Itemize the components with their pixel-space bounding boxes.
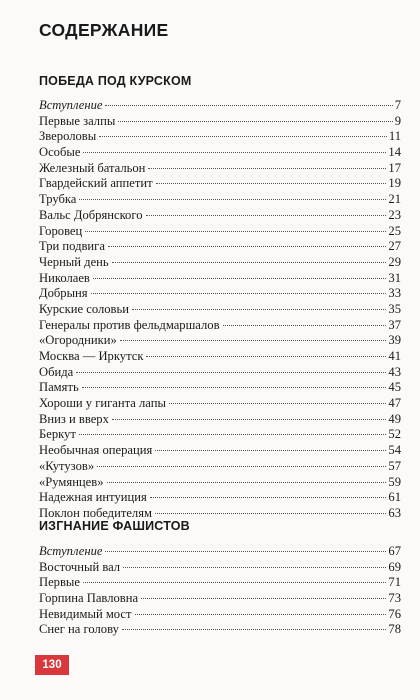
toc-entry-page: 27 bbox=[388, 239, 401, 254]
toc-entry-page: 39 bbox=[388, 333, 401, 348]
toc-entry-title: Добрыня bbox=[39, 286, 88, 301]
toc-entry-page: 14 bbox=[388, 145, 401, 160]
toc-entry bbox=[39, 380, 401, 396]
toc-entry-title: Память bbox=[39, 380, 79, 395]
dot-leader bbox=[123, 566, 386, 568]
toc-entry bbox=[39, 176, 401, 192]
toc-entry-title: Трубка bbox=[39, 192, 77, 207]
dot-leader bbox=[79, 198, 386, 200]
toc-entry bbox=[39, 591, 401, 607]
dot-leader bbox=[91, 292, 387, 294]
dot-leader bbox=[135, 613, 387, 615]
toc-entry-title: Николаев bbox=[39, 270, 90, 285]
toc-entry-title: Вальс Добрянского bbox=[39, 207, 143, 222]
dot-leader bbox=[223, 324, 387, 326]
toc-entry-page: 29 bbox=[388, 254, 401, 269]
toc-entry-page: 25 bbox=[388, 223, 401, 238]
toc-entry-page: 71 bbox=[388, 575, 401, 590]
toc-entry bbox=[39, 286, 401, 302]
toc-entry bbox=[39, 161, 401, 177]
toc-entry-page: 23 bbox=[388, 207, 401, 222]
toc-entry bbox=[39, 396, 401, 412]
toc-entry-page: 76 bbox=[388, 606, 401, 621]
toc-entry bbox=[39, 114, 401, 130]
toc-entry-page: 63 bbox=[388, 505, 401, 520]
section-title-kursk: ПОБЕДА ПОД КУРСКОМ bbox=[39, 74, 192, 88]
section-title-expulsion: ИЗГНАНИЕ ФАШИСТОВ bbox=[39, 519, 190, 533]
toc-entry-page: 19 bbox=[388, 176, 401, 191]
page-number-badge: 130 bbox=[35, 655, 69, 675]
toc-entry bbox=[39, 544, 401, 560]
dot-leader bbox=[169, 402, 386, 404]
toc-entry-title: Хороши у гиганта лапы bbox=[39, 396, 166, 411]
toc-entry bbox=[39, 255, 401, 271]
toc-entry bbox=[39, 365, 401, 381]
dot-leader bbox=[132, 308, 386, 310]
dot-leader bbox=[118, 120, 392, 122]
toc-entry-page: 43 bbox=[388, 364, 401, 379]
toc-entry bbox=[39, 129, 401, 145]
toc-entry bbox=[39, 490, 401, 506]
dot-leader bbox=[93, 277, 387, 279]
dot-leader bbox=[146, 355, 386, 357]
toc-entry-title: Восточный вал bbox=[39, 559, 121, 574]
toc-entry bbox=[39, 622, 401, 638]
toc-entry bbox=[39, 560, 401, 576]
toc-entry-title: Черный день bbox=[39, 254, 109, 269]
toc-entry-page: 52 bbox=[388, 427, 401, 442]
toc-entry-title: Обида bbox=[39, 364, 74, 379]
dot-leader bbox=[82, 386, 387, 388]
toc-entry-title: Особые bbox=[39, 145, 81, 160]
toc-entry bbox=[39, 607, 401, 623]
toc-entry-page: 59 bbox=[388, 474, 401, 489]
toc-entry bbox=[39, 349, 401, 365]
toc-entry-title: Первые залпы bbox=[39, 113, 116, 128]
toc-entry bbox=[39, 145, 401, 161]
dot-leader bbox=[79, 433, 387, 435]
toc-entry bbox=[39, 443, 401, 459]
toc-entry-page: 33 bbox=[388, 286, 401, 301]
dot-leader bbox=[155, 449, 386, 451]
toc-entry-title: Вниз и вверх bbox=[39, 411, 109, 426]
toc-entry-title: Гвардейский аппетит bbox=[39, 176, 153, 191]
dot-leader bbox=[76, 371, 386, 373]
dot-leader bbox=[120, 339, 387, 341]
dot-leader bbox=[146, 214, 387, 216]
page-title: СОДЕРЖАНИЕ bbox=[39, 20, 169, 40]
toc-entry-page: 45 bbox=[388, 380, 401, 395]
dot-leader bbox=[155, 512, 386, 514]
dot-leader bbox=[85, 230, 386, 232]
toc-entry-title: Курские соловьи bbox=[39, 301, 129, 316]
toc-entry-title: Горпина Павловна bbox=[39, 591, 139, 606]
toc-entry-page: 61 bbox=[388, 490, 401, 505]
toc-entry-page: 41 bbox=[388, 349, 401, 363]
toc-entry bbox=[39, 239, 401, 255]
dot-leader bbox=[148, 167, 386, 169]
toc-entry-title: «Огородники» bbox=[39, 333, 117, 348]
toc-entry-title: Вступление bbox=[39, 98, 103, 112]
toc-entry-title: Невидимый мост bbox=[39, 606, 132, 621]
toc-entry-page: 54 bbox=[388, 443, 401, 458]
toc-entry bbox=[39, 459, 401, 475]
toc-entry bbox=[39, 271, 401, 287]
toc-entry-title: Генералы против фельдмаршалов bbox=[39, 317, 220, 332]
toc-entry-title: Москва — Иркутск bbox=[39, 349, 144, 363]
toc-entry-page: 9 bbox=[394, 113, 401, 128]
toc-entry bbox=[39, 98, 401, 114]
dot-leader bbox=[99, 135, 387, 137]
toc-entry-title: Беркут bbox=[39, 427, 76, 442]
toc-entry-page: 67 bbox=[388, 544, 401, 558]
dot-leader bbox=[150, 496, 387, 498]
toc-list-kursk bbox=[39, 98, 401, 522]
toc-entry-title: Железный батальон bbox=[39, 160, 146, 175]
toc-entry-page: 73 bbox=[388, 591, 401, 606]
dot-leader bbox=[97, 465, 386, 467]
toc-entry-title: Надежная интуиция bbox=[39, 490, 147, 505]
toc-entry bbox=[39, 208, 401, 224]
toc-entry-page: 11 bbox=[388, 129, 401, 144]
toc-entry-page: 31 bbox=[388, 270, 401, 285]
toc-entry-page: 17 bbox=[388, 160, 401, 175]
toc-entry-title: Вступление bbox=[39, 544, 103, 558]
toc-entry bbox=[39, 318, 401, 334]
toc-entry bbox=[39, 575, 401, 591]
toc-entry-page: 78 bbox=[388, 622, 401, 637]
toc-entry bbox=[39, 475, 401, 491]
dot-leader bbox=[112, 418, 387, 420]
toc-entry bbox=[39, 427, 401, 443]
toc-entry-title: Горовец bbox=[39, 223, 83, 238]
dot-leader bbox=[156, 182, 387, 184]
toc-entry-title: «Кутузов» bbox=[39, 458, 95, 473]
toc-entry bbox=[39, 302, 401, 318]
toc-entry-title: Снег на голову bbox=[39, 622, 119, 637]
dot-leader bbox=[141, 597, 386, 599]
dot-leader bbox=[107, 481, 387, 483]
toc-entry-page: 49 bbox=[388, 411, 401, 426]
dot-leader bbox=[122, 628, 387, 630]
toc-entry-title: Первые bbox=[39, 575, 80, 590]
toc-entry-page: 35 bbox=[388, 301, 401, 316]
dot-leader bbox=[105, 104, 392, 106]
toc-entry bbox=[39, 192, 401, 208]
dot-leader bbox=[112, 261, 387, 263]
dot-leader bbox=[108, 245, 386, 247]
toc-entry-page: 21 bbox=[388, 192, 401, 207]
toc-list-expulsion bbox=[39, 544, 401, 638]
toc-entry-title: Необычная операция bbox=[39, 443, 153, 458]
toc-entry-title: Поклон победителям bbox=[39, 505, 152, 520]
toc-entry-page: 69 bbox=[388, 559, 401, 574]
dot-leader bbox=[105, 550, 386, 552]
toc-entry-title: «Румянцев» bbox=[39, 474, 104, 489]
toc-entry bbox=[39, 412, 401, 428]
toc-entry-page: 57 bbox=[388, 458, 401, 473]
dot-leader bbox=[83, 581, 386, 583]
toc-entry bbox=[39, 224, 401, 240]
toc-entry-title: Звероловы bbox=[39, 129, 97, 144]
toc-entry-title: Три подвига bbox=[39, 239, 105, 254]
toc-entry-page: 37 bbox=[388, 317, 401, 332]
toc-entry bbox=[39, 333, 401, 349]
toc-entry-page: 7 bbox=[394, 98, 401, 112]
dot-leader bbox=[83, 151, 386, 153]
toc-entry-page: 47 bbox=[388, 396, 401, 411]
